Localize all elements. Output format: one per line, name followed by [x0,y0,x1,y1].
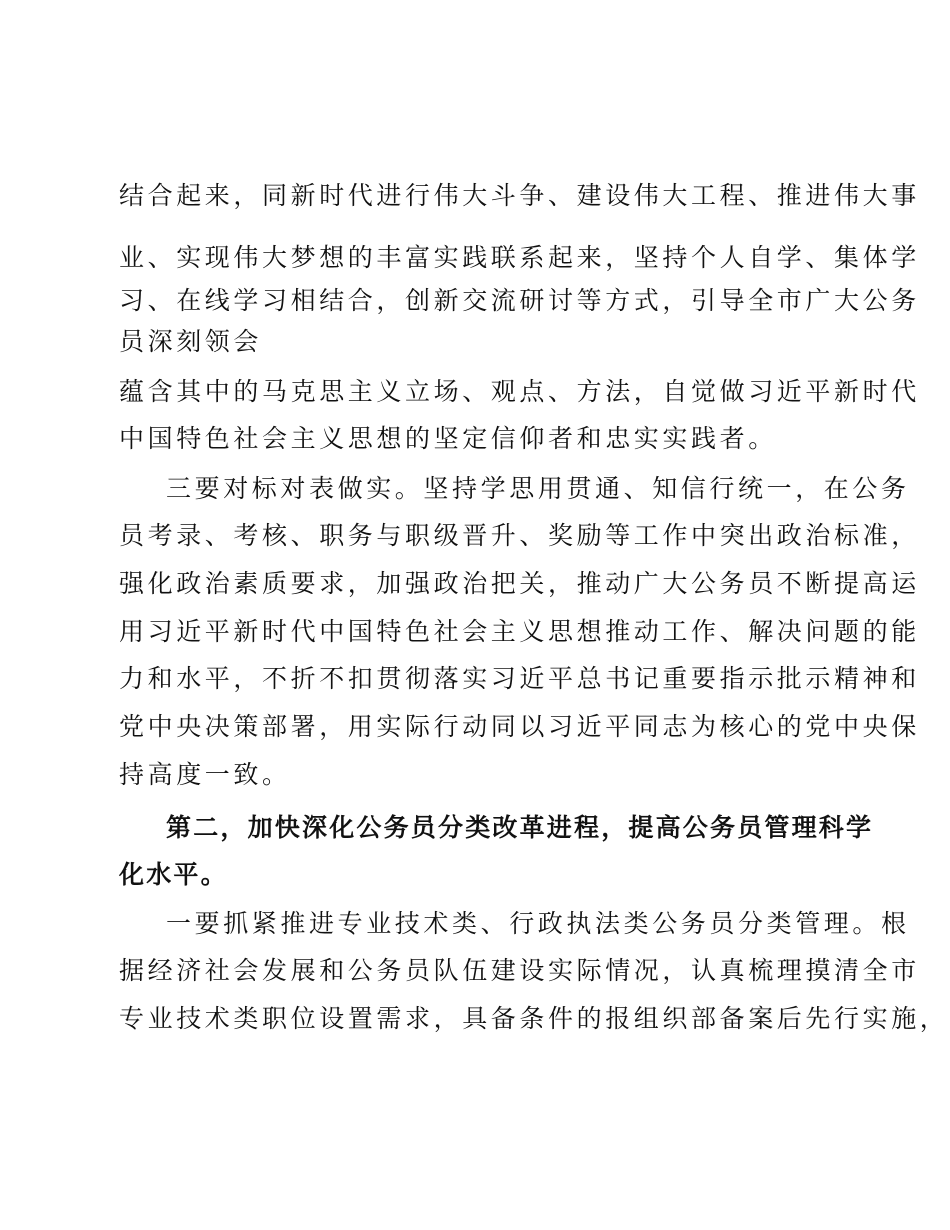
paragraph-line: 中国特色社会主义思想的坚定信仰者和忠实实践者。 [119,424,777,453]
paragraph-line: 力和水平，不折不扣贯彻落实习近平总书记重要指示批示精神和 [119,664,920,693]
paragraph-line: 一要抓紧推进专业技术类、行政执法类公务员分类管理。根 [166,909,910,938]
paragraph-line: 员考录、考核、职务与职级晋升、奖励等工作中突出政治标准， [119,521,920,550]
paragraph-line: 持高度一致。 [119,760,291,789]
paragraph-line: 蕴含其中的马克思主义立场、观点、方法，自觉做习近平新时代 [119,377,920,406]
paragraph-line: 业、实现伟大梦想的丰富实践联系起来，坚持个人自学、集体学 [119,243,920,272]
section-heading-line: 第二，加快深化公务员分类改革进程，提高公务员管理科学 [166,813,874,842]
paragraph-line: 用习近平新时代中国特色社会主义思想推动工作、解决问题的能 [119,617,920,646]
paragraph-line: 习、在线学习相结合，创新交流研讨等方式，引导全市广大公务 [119,286,920,315]
paragraph-line: 三要对标对表做实。坚持学思用贯通、知信行统一，在公务 [166,474,910,503]
paragraph-line: 员深刻领会 [119,327,263,356]
section-heading-line: 化水平。 [119,860,228,889]
paragraph-line: 强化政治素质要求，加强政治把关，推动广大公务员不断提高运 [119,569,920,598]
paragraph-line: 党中央决策部署，用实际行动同以习近平同志为核心的党中央保 [119,712,920,741]
paragraph-line: 专业技术类职位设置需求，具备条件的报组织部备案后先行实施， [119,1004,949,1033]
paragraph-line: 结合起来，同新时代进行伟大斗争、建设伟大工程、推进伟大事 [119,181,920,210]
paragraph-line: 据经济社会发展和公务员队伍建设实际情况，认真梳理摸清全市 [119,956,920,985]
